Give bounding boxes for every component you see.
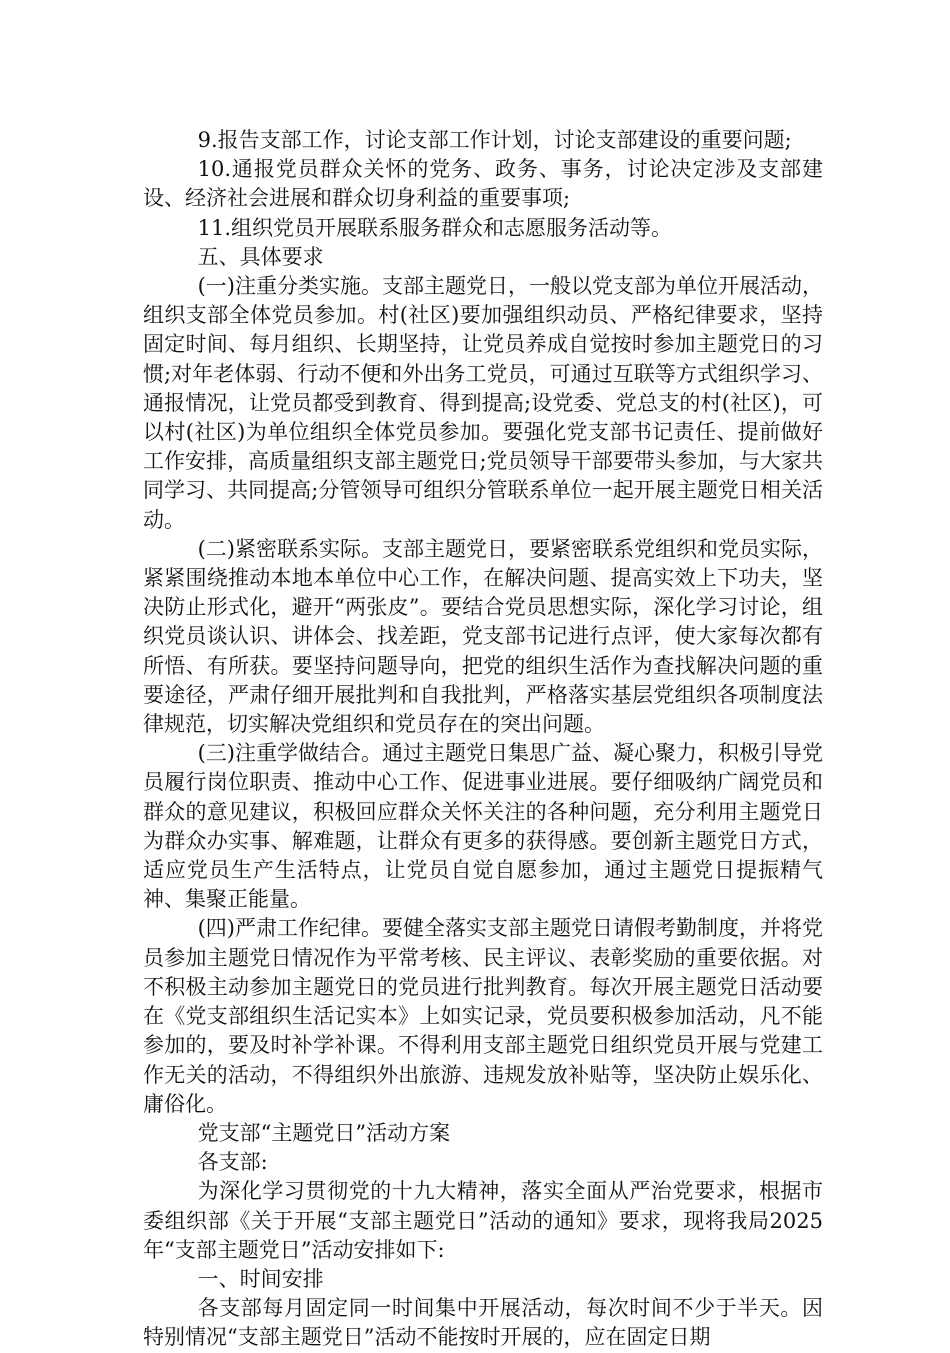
paragraph-item-11: 11.组织党员开展联系服务群众和志愿服务活动等。 <box>197 215 672 240</box>
plan-title: 党支部“主题党日”活动方案 <box>197 1120 451 1145</box>
document-body <box>143 126 823 1353</box>
paragraph-requirement-2: (二)紧密联系实际。支部主题党日，要紧密联系党组织和党员实际，紧紧围绕推动本地本单位中心工作，在解决问题、提高实效上下功夫，坚决防止形式化，避开“两张皮”。要结合党员思想实际，深化学习讨论，组织党员谈认识、讲体会、找差距，党支部书记进行点评，使大家每次都有所悟、有所获。要坚持问题导向，把党的组织生活作为查找解决问题的重要途径，严肃仔细开展批判和自我批判，严格落实基层党组织各项制度法律规范，切实解决党组织和党员存在的突出问题。 <box>143 536 823 737</box>
paragraph-requirement-4: (四)严肃工作纪律。要健全落实支部主题党日请假考勤制度，并将党员参加主题党日情况作为平常考核、民主评议、表彰奖励的重要依据。对不积极主动参加主题党日的党员进行批判教育。每次开展主题党日活动要在《党支部组织生活记实本》上如实记录，党员要积极参加活动，凡不能参加的，要及时补学补课。不得利用支部主题党日组织党员开展与党建工作无关的活动，不得组织外出旅游、违规发放补贴等，坚决防止娱乐化、庸俗化。 <box>143 916 823 1116</box>
paragraph-schedule: 各支部每月固定同一时间集中开展活动，每次时间不少于半天。因特别情况“支部主题党日”活动不能按时开展的，应在固定日期 <box>143 1296 823 1350</box>
intro-paragraph: 为深化学习贯彻党的十九大精神，落实全面从严治党要求，根据市委组织部《关于开展“支部主题党日”活动的通知》要求，现将我局2025年“支部主题党日”活动安排如下: <box>143 1179 823 1262</box>
paragraph-requirement-3: (三)注重学做结合。通过主题党日集思广益、凝心聚力，积极引导党员履行岗位职责、推动中心工作、促进事业进展。要仔细吸纳广阔党员和群众的意见建议，积极回应群众关怀关注的各种问题，充分利用主题党日为群众办实事、解难题，让群众有更多的获得感。要创新主题党日方式，适应党员生产生活特点，让党员自觉自愿参加，通过主题党日提振精气神、集聚正能量。 <box>143 741 823 912</box>
paragraph-item-9: 9.报告支部工作，讨论支部工作计划，讨论支部建设的重要问题; <box>197 128 792 152</box>
paragraph-item-10: 10.通报党员群众关怀的党务、政务、事务，讨论决定涉及支部建设、经济社会进展和群众切身利益的重要事项; <box>143 157 823 211</box>
section-heading-requirements: 五、具体要求 <box>197 244 324 269</box>
salutation: 各支部: <box>197 1150 268 1175</box>
section-heading-schedule: 一、时间安排 <box>197 1266 324 1291</box>
paragraph-requirement-1: (一)注重分类实施。支部主题党日，一般以党支部为单位开展活动，组织支部全体党员参加。村(社区)要加强组织动员、严格纪律要求，坚持固定时间、每月组织、长期坚持，让党员养成自觉按时参加主题党日的习惯;对年老体弱、行动不便和外出务工党员，可通过互联等方式组织学习、通报情况，让党员都受到教育、得到提高;设党委、党总支的村(社区)，可以村(社区)为单位组织全体党员参加。要强化党支部书记责任、提前做好工作安排，高质量组织支部主题党日;党员领导干部要带头参加，与大家共同学习、共同提高;分管领导可组织分管联系单位一起开展主题党日相关活动。 <box>143 274 823 532</box>
